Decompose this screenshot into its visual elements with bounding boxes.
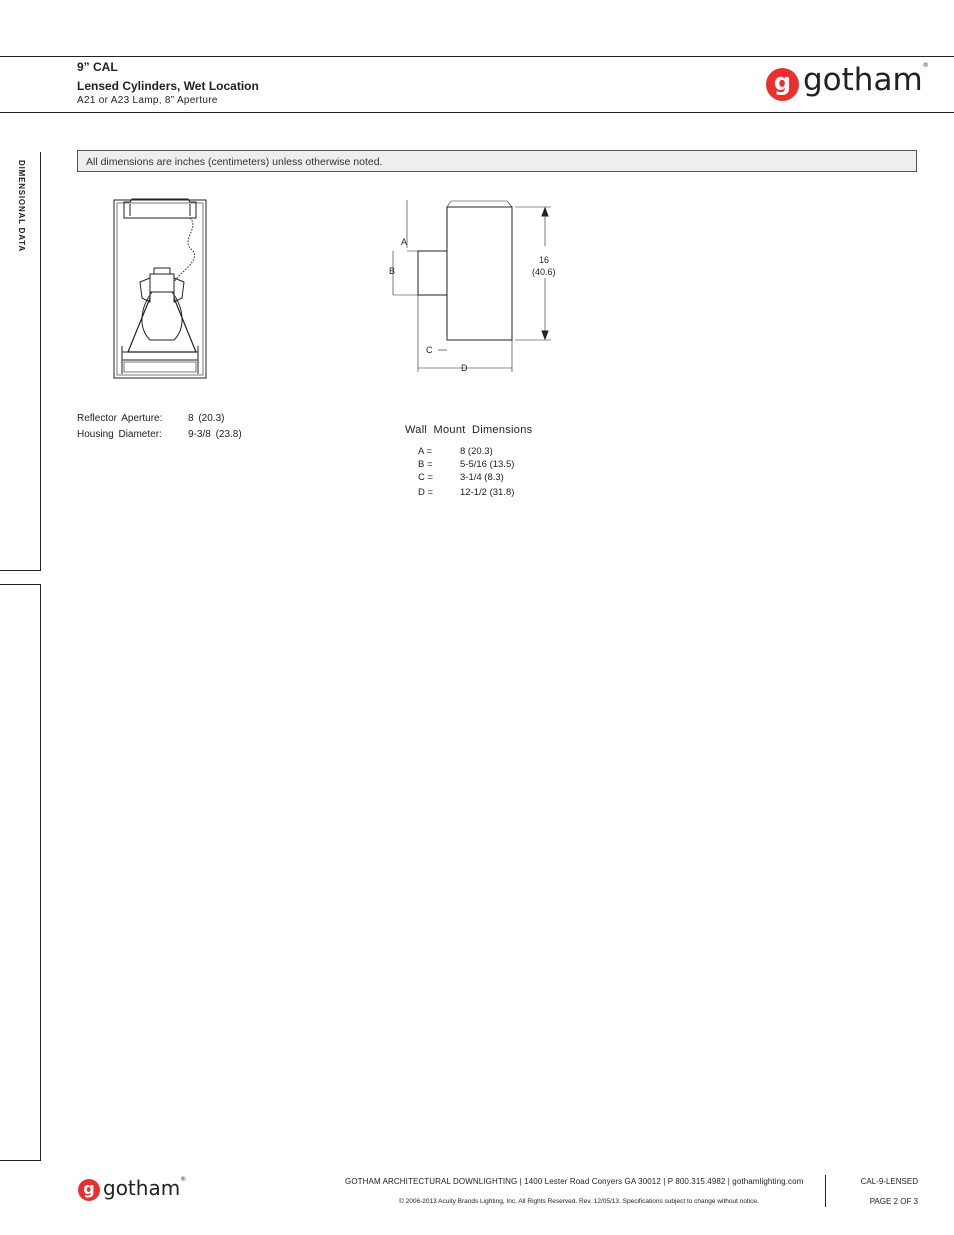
units-notice: All dimensions are inches (centimeters) unless otherwise noted. bbox=[77, 150, 917, 172]
logo-wordmark: gotham bbox=[803, 62, 923, 98]
wall-mount-key-d: D = bbox=[418, 487, 434, 498]
footer-logo-mark-icon: g bbox=[78, 1179, 100, 1201]
dimension-label-d: D bbox=[461, 363, 468, 373]
logo-mark-icon: g bbox=[766, 68, 799, 101]
wall-mount-value-b: 5-5/16 (13.5) bbox=[460, 459, 515, 470]
wall-mount-key-a: A = bbox=[418, 446, 432, 457]
side-tab-frame-lower bbox=[0, 584, 41, 1161]
product-family: Lensed Cylinders, Wet Location bbox=[77, 79, 259, 93]
footer-divider bbox=[825, 1175, 826, 1207]
document-code: CAL-9-LENSED bbox=[860, 1177, 918, 1186]
wall-mount-key-c: C = bbox=[418, 472, 434, 483]
dimension-label-c: C bbox=[426, 345, 433, 355]
fixture-section-drawing bbox=[110, 198, 210, 380]
header-top-rule bbox=[0, 56, 954, 57]
wall-mount-key-b: B = bbox=[418, 459, 433, 470]
footer-registered-mark: ® bbox=[180, 1176, 187, 1183]
wall-mount-diagram bbox=[385, 196, 565, 376]
spec-aperture-value: 8 (20.3) bbox=[188, 413, 225, 424]
dimension-height-cm: (40.6) bbox=[532, 267, 556, 277]
dimension-label-a: A bbox=[401, 237, 408, 247]
registered-mark: ® bbox=[922, 62, 929, 69]
product-subtitle: A21 or A23 Lamp, 8” Aperture bbox=[77, 95, 218, 106]
product-title: 9” CAL bbox=[77, 60, 118, 74]
wall-mount-value-a: 8 (20.3) bbox=[460, 446, 493, 457]
spec-diameter-value: 9-3/8 (23.8) bbox=[188, 429, 242, 440]
wall-mount-value-c: 3-1/4 (8.3) bbox=[460, 472, 504, 483]
spec-diameter-label: Housing Diameter: bbox=[77, 429, 162, 440]
footer-address: GOTHAM ARCHITECTURAL DOWNLIGHTING | 1400 Lester Road Conyers GA 30012 | P 800.315.4982 | gothamlighting.com bbox=[345, 1177, 804, 1186]
dimension-label-b: B bbox=[389, 266, 396, 276]
footer-copyright: © 2006-2013 Acuity Brands Lighting, Inc. All Rights Reserved. Rev. 12/05/13. Specifications subject to change without notice. bbox=[399, 1198, 759, 1205]
wall-mount-value-d: 12-1/2 (31.8) bbox=[460, 487, 515, 498]
spec-aperture-label: Reflector Aperture: bbox=[77, 413, 163, 424]
dimension-height: 16 bbox=[539, 255, 550, 265]
side-tab-label: DIMENSIONAL DATA bbox=[17, 160, 26, 252]
header-bottom-rule bbox=[0, 112, 954, 113]
footer-logo-wordmark: gotham bbox=[103, 1176, 181, 1200]
wall-mount-title: Wall Mount Dimensions bbox=[405, 424, 533, 436]
page-number: PAGE 2 OF 3 bbox=[869, 1197, 918, 1206]
